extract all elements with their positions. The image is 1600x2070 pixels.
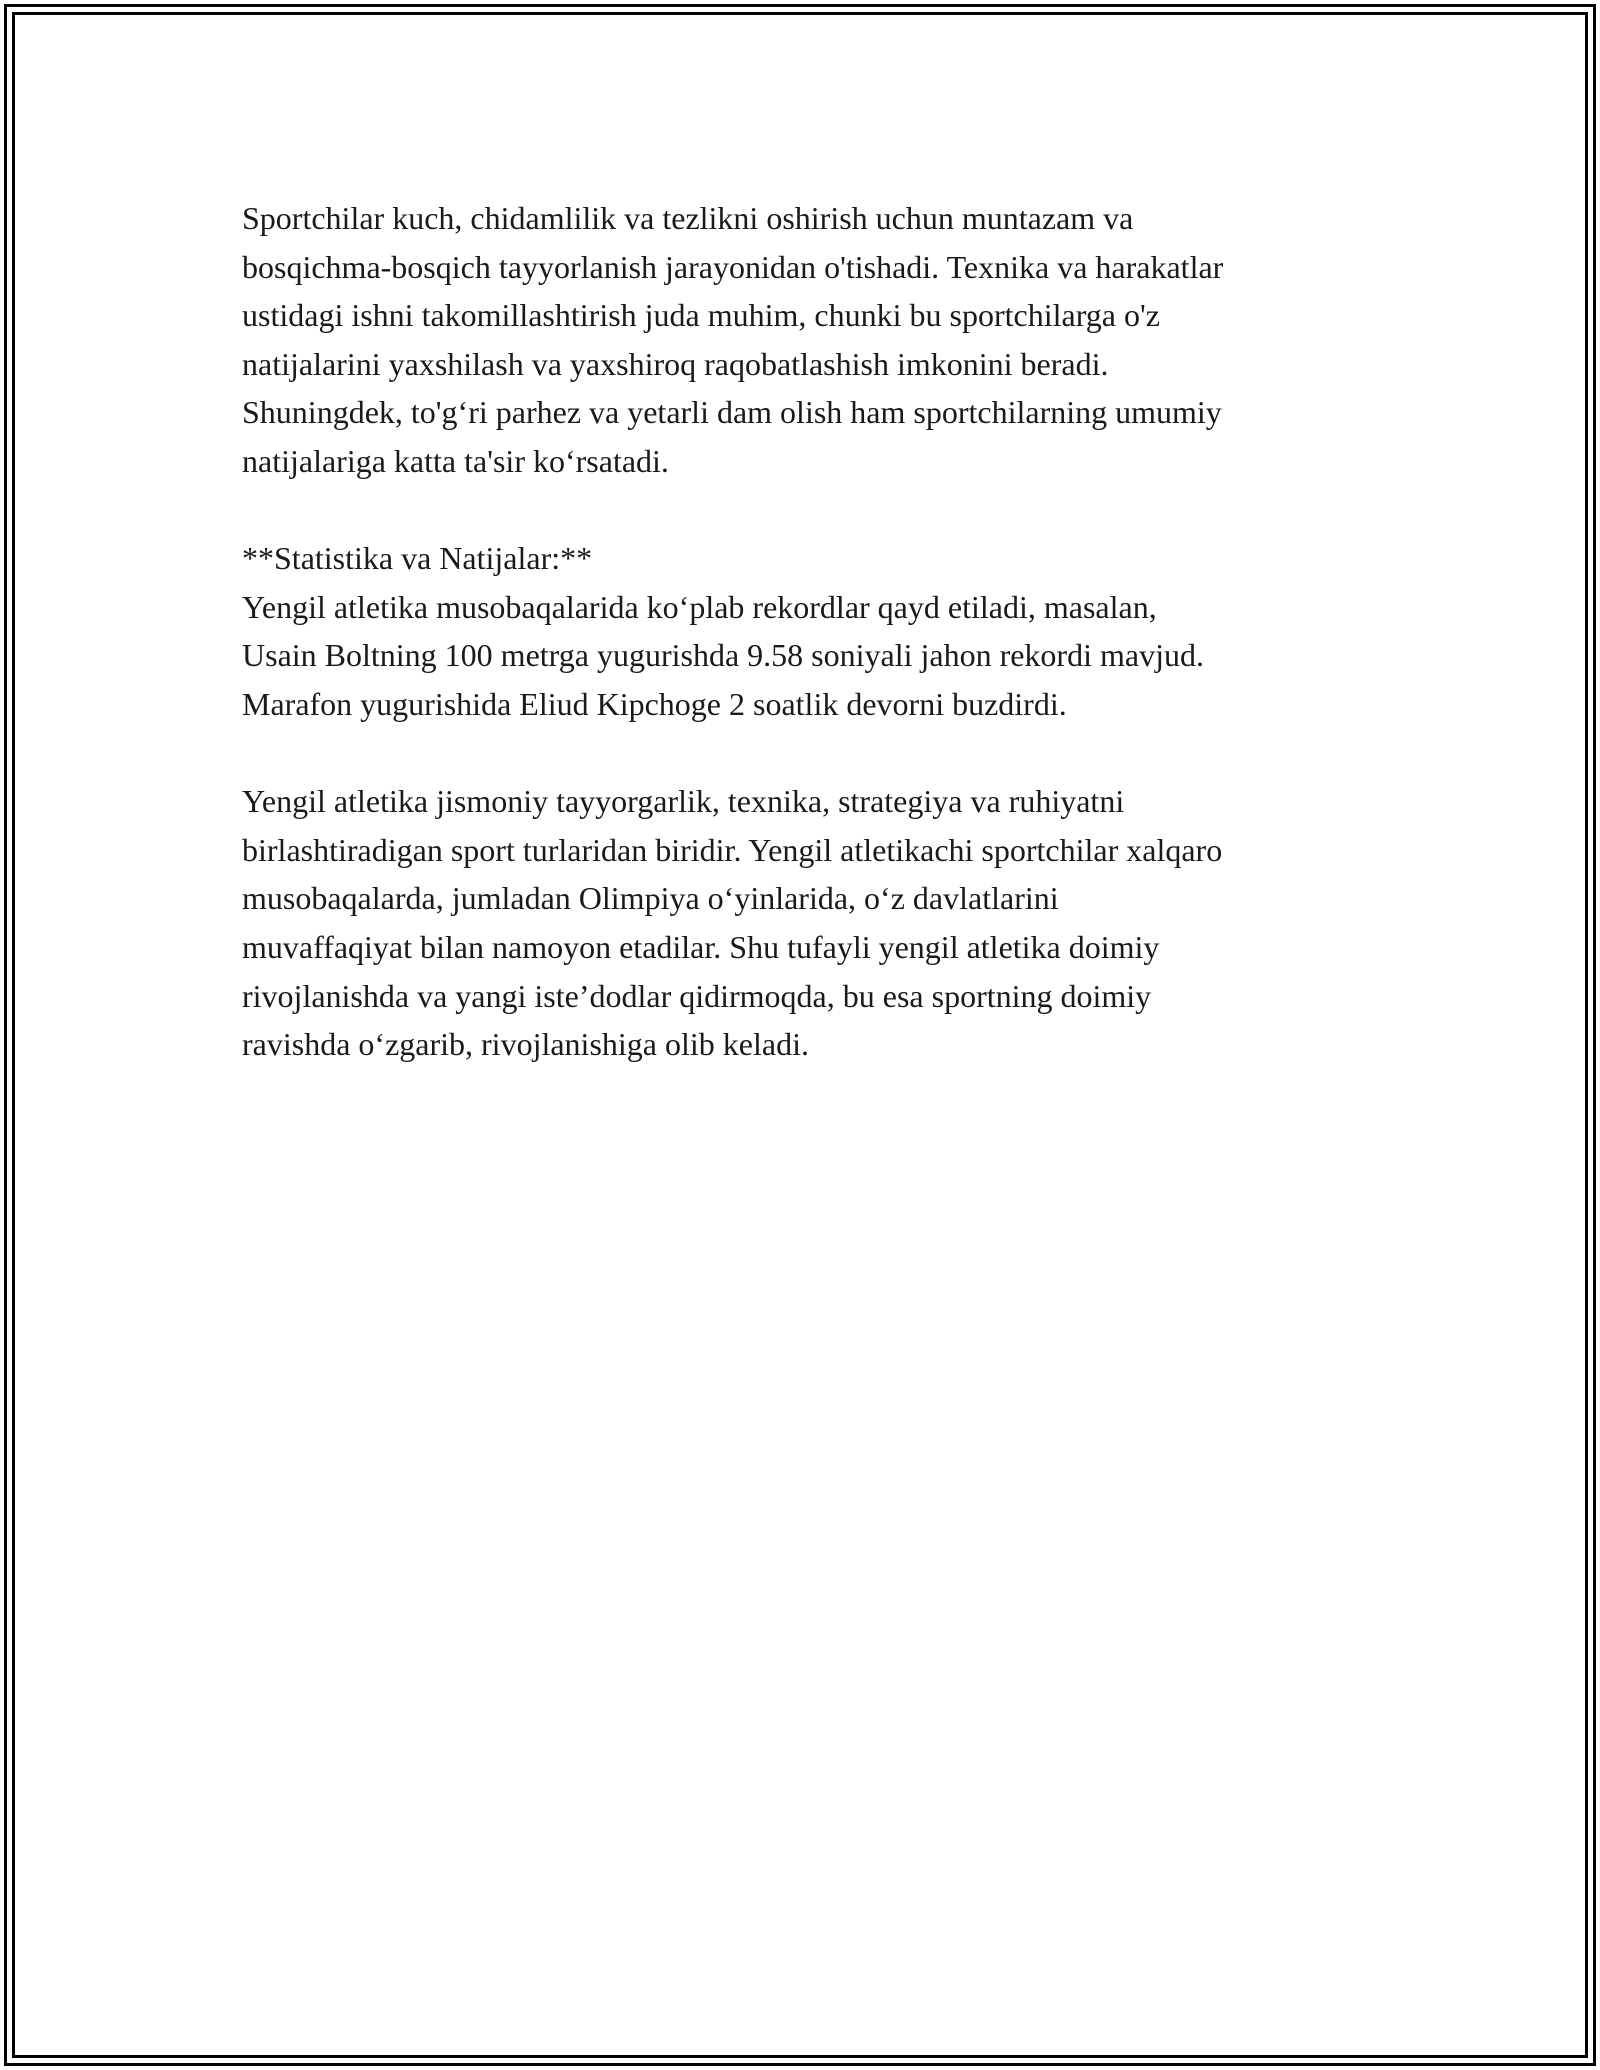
text-line: Yengil atletika jismoniy tayyorgarlik, texnika, strategiya va ruhiyatni [242,783,1125,820]
document-body [242,194,1392,1069]
text-line: Yengil atletika musobaqalarida ko‘plab rekordlar qayd etiladi, masalan, [242,588,1157,625]
text-line: rivojlanishda va yangi iste’dodlar qidirmoqda, bu esa sportning doimiy [242,977,1152,1014]
text-line: Sportchilar kuch, chidamlilik va tezlikni oshirish uchun muntazam va [242,200,1134,236]
text-line: ustidagi ishni takomillashtirish juda muhim, chunki bu sportchilarga o'z [242,297,1160,334]
text-line: muvaffaqiyat bilan namoyon etadilar. Shu tufayli yengil atletika doimiy [242,928,1160,965]
paragraph-spacer [242,486,1392,535]
text-line: natijalariga katta ta'sir ko‘rsatadi. [242,442,669,479]
paragraph-conclusion [242,777,1392,1069]
paragraph-statistics [242,534,1392,728]
paragraph-training [242,194,1392,486]
text-line: musobaqalarda, jumladan Olimpiya o‘yinlarida, o‘z davlatlarini [242,880,1059,917]
text-line: Usain Boltning 100 metrga yugurishda 9.58 soniyali jahon rekordi mavjud. [242,637,1204,674]
text-line: birlashtiradigan sport turlaridan biridir. Yengil atletikachi sportchilar xalqaro [242,831,1223,868]
paragraph-spacer [242,729,1392,778]
text-line: bosqichma-bosqich tayyorlanish jarayonidan o'tishadi. Texnika va harakatlar [242,248,1224,285]
text-line: natijalarini yaxshilash va yaxshiroq raqobatlashish imkonini beradi. [242,345,1109,382]
text-line: ravishda o‘zgarib, rivojlanishiga olib keladi. [242,1026,809,1063]
section-heading: **Statistika va Natijalar:** [242,540,593,577]
text-line: Shuningdek, to'g‘ri parhez va yetarli dam olish ham sportchilarning umumiy [242,394,1222,431]
text-line: Marafon yugurishida Eliud Kipchoge 2 soatlik devorni buzdirdi. [242,685,1067,722]
page-border-outer [4,4,1596,2066]
